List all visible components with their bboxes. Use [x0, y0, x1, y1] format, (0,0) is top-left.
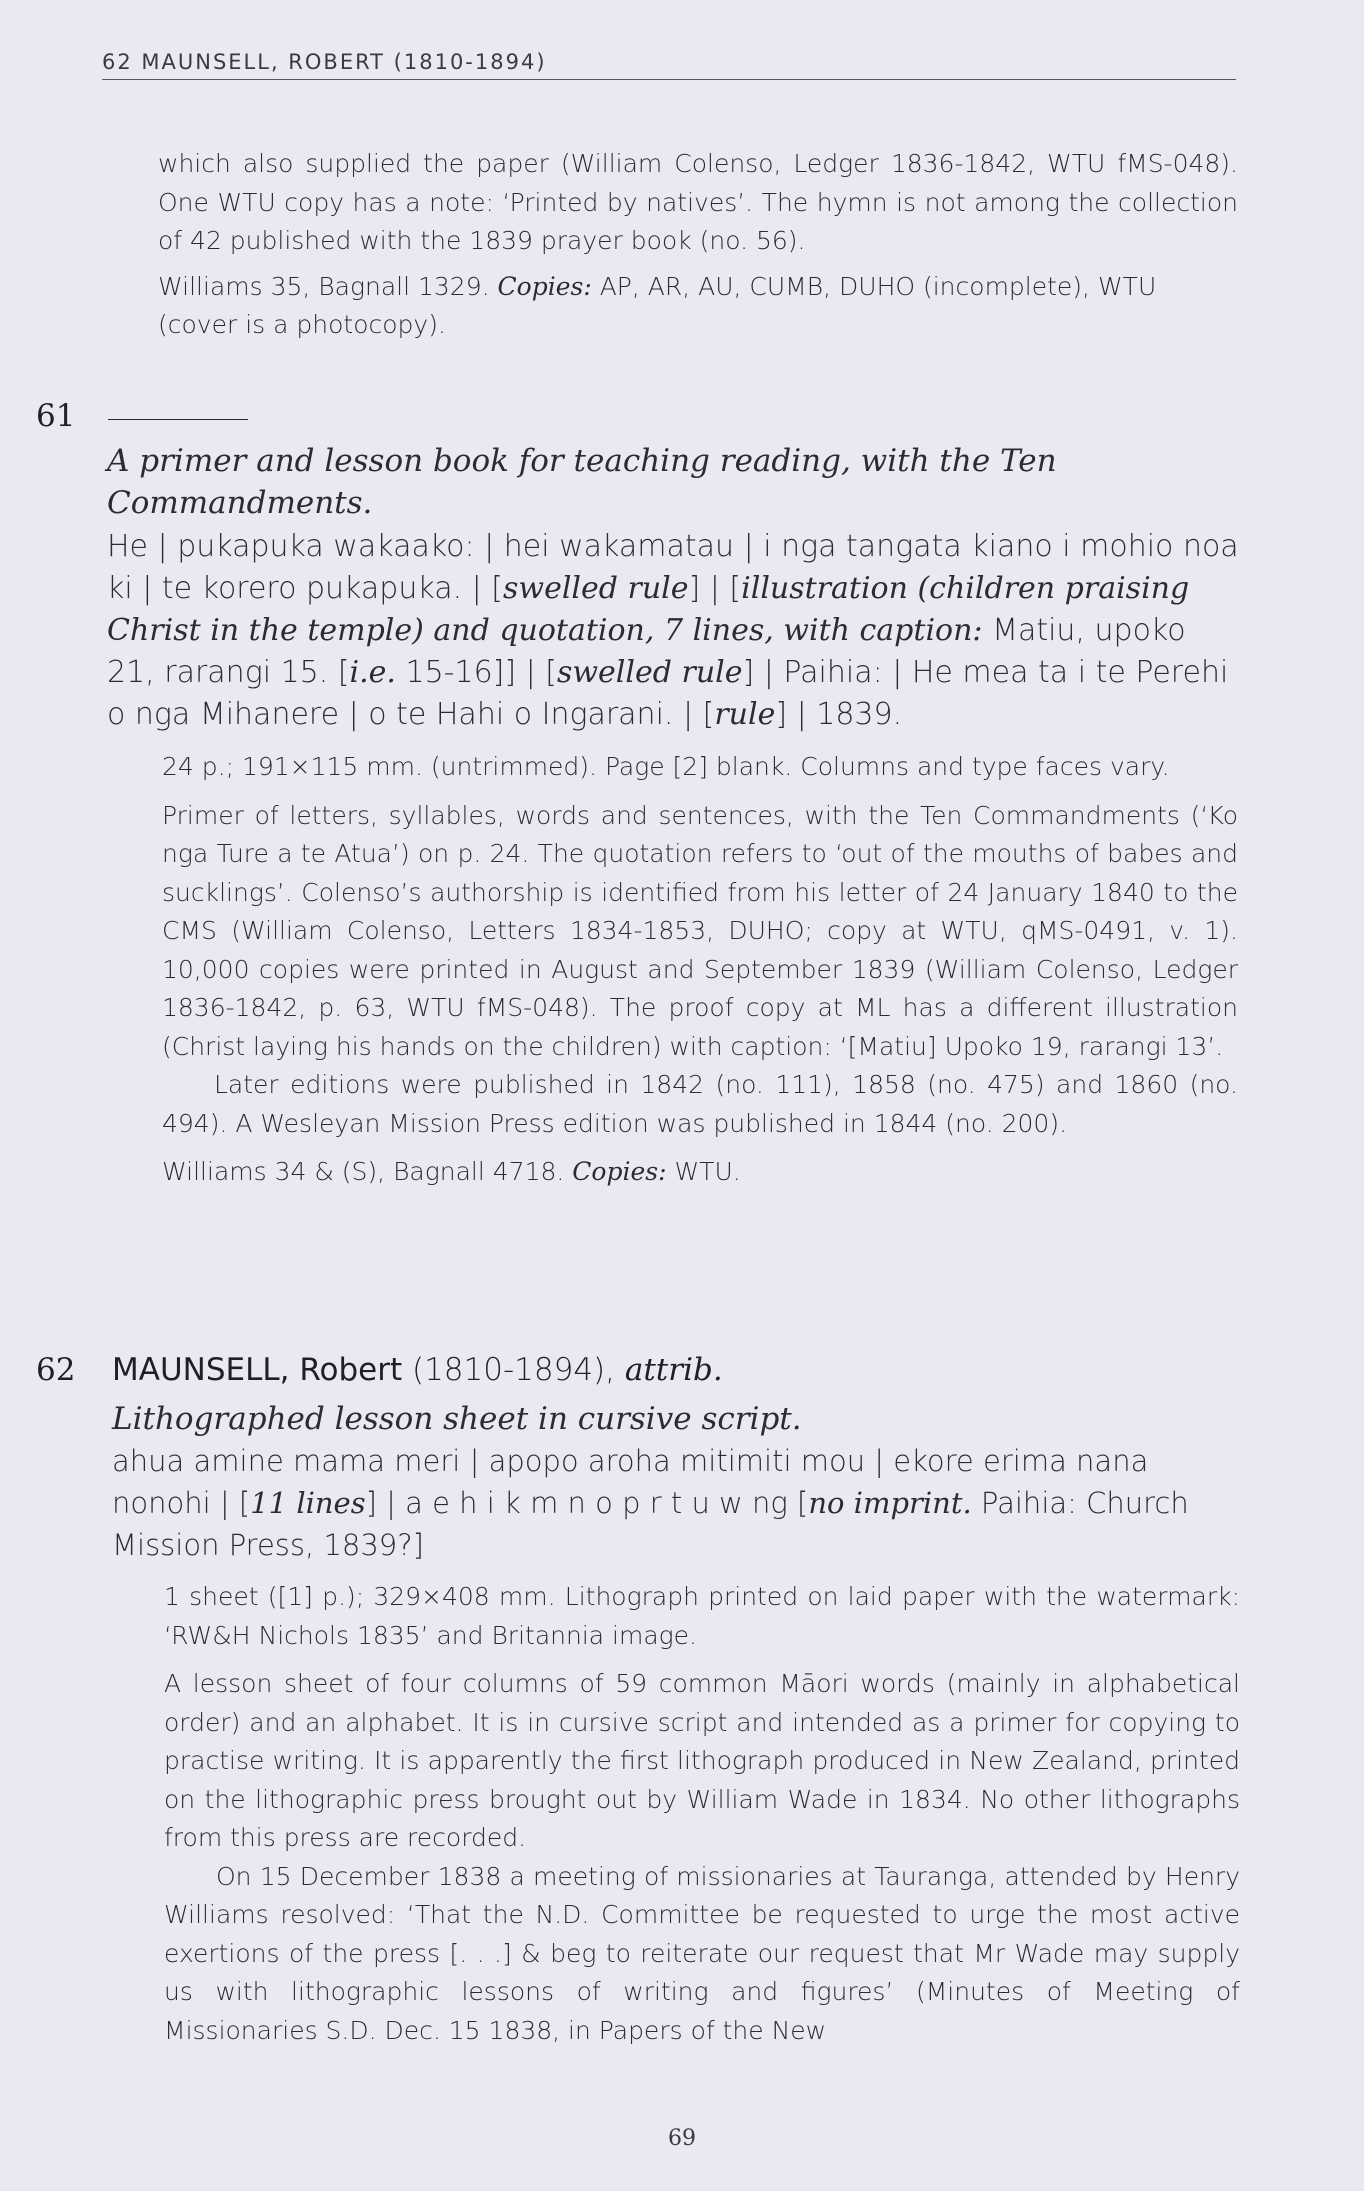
entry-61-title: A primer and lesson book for teaching reading, with the Ten Commandments. — [107, 443, 1057, 521]
entry-61-later-editions: Later editions were published in 1842 (no. 111), 1858 (no. 475) and 1860 (no. 494). A Wesleyan Mission Press edition was published in 1844 (no. 200). — [162, 1070, 1238, 1138]
entry-62-notes — [164, 1578, 1240, 2050]
entry-61-note: Primer of letters, syllables, words and sentences, with the Ten Commandments (‘Ko nga Ture a te Atua’) on p. 24. The quotation refers to ‘out of the mouths of babes and sucklings’. Colenso’s authorship is identified from his letter of 24 January 1840 to the CMS (William Colenso, Letters 1834-1853, DUHO; copy at WTU, qMS-0491, v. 1). 10,000 copies were printed in August and September 1839 (William Colenso, Ledger 1836-1842, p. 63, WTU fMS-048). The proof copy at ML has a different illustration (Christ laying his hands on the children) with caption: ‘[Matiu] Upoko 19, rarangi 13’. — [162, 800, 1238, 1061]
entry-62-transcription: ahua amine mama meri | apopo aroha mitimiti mou | ekore erima nana nonohi | [11 lines] | a e h i k m n o p r t u w ng [no imprint. Paihia: Church Mission Press, 1839?] — [112, 1444, 1189, 1562]
entry-61-transcription: He | pukapuka wakaako: | hei wakamatau | i nga tangata kiano i mohio noa ki | te korero pukapuka. | [swelled rule] | [illustration (children praising Christ in the temple) and quotation, 7 lines, with caption: Matiu, upoko 21, rarangi 15. [i.e. 15-16]] | [swelled rule] | Paihia: | He mea ta i te Perehi o nga Mihanere | o te Hahi o Ingarani. | [rule] | 1839. — [107, 529, 1239, 732]
entry-61-references: Williams 34 & (S), Bagnall 4718. Copies: WTU. — [162, 1157, 741, 1186]
entry-61-description — [107, 440, 1242, 736]
entry-61-notes — [162, 748, 1238, 1192]
author-name: MAUNSELL, Robert — [112, 1352, 403, 1388]
entry-60-references: Williams 35, Bagnall 1329. Copies: AP, AR, AU, CUMB, DUHO (incomplete), WTU (cover is a photocopy). — [158, 271, 1157, 339]
entry-60-note: which also supplied the paper (William Colenso, Ledger 1836-1842, WTU fMS-048). One WTU copy has a note: ‘Printed by natives’. The hymn is not among the collection of 42 published with the 1839 prayer book (no. 56). — [158, 149, 1238, 255]
entry-number-62: 62 — [36, 1352, 76, 1388]
entry-62-collation: 1 sheet ([1] p.); 329×408 mm. Lithograph printed on laid paper with the watermark: ‘RW&H Nichols 1835’ and Britannia image. — [164, 1582, 1240, 1650]
running-head: 62 MAUNSELL, ROBERT (1810-1894) — [102, 50, 1236, 80]
entry-60-continuation — [158, 145, 1238, 345]
page-number: 69 — [668, 2126, 696, 2151]
entry-61-collation: 24 p.; 191×115 mm. (untrimmed). Page [2] blank. Columns and type faces vary. — [162, 752, 1170, 781]
entry-62-description — [112, 1398, 1242, 1566]
entry-62-minutes: On 15 December 1838 a meeting of missionaries at Tauranga, attended by Henry Williams resolved: ‘That the N.D. Committee be requested to urge the most active exertions of the press [. . .] & beg to reiterate our request that Mr Wade may supply us with lithographic lessons of writing and figures’ (Minutes of Meeting of Missionaries S.D. Dec. 15 1838, in Papers of the New — [164, 1861, 1240, 2045]
author-dates: (1810-1894), — [402, 1352, 625, 1388]
entry-62-heading — [112, 1352, 723, 1388]
author-dash — [108, 419, 248, 420]
entry-62-note: A lesson sheet of four columns of 59 common Māori words (mainly in alphabetical order) and an alphabet. It is in cursive script and intended as a primer for copying to practise writing. It is apparently the first lithograph produced in New Zealand, printed on the lithographic press brought out by William Wade in 1834. No other lithographs from this press are recorded. — [164, 1669, 1240, 1852]
entry-62-title: Lithographed lesson sheet in cursive script. — [112, 1401, 802, 1437]
entry-number-61: 61 — [36, 398, 76, 434]
attribution: attrib. — [624, 1352, 723, 1388]
